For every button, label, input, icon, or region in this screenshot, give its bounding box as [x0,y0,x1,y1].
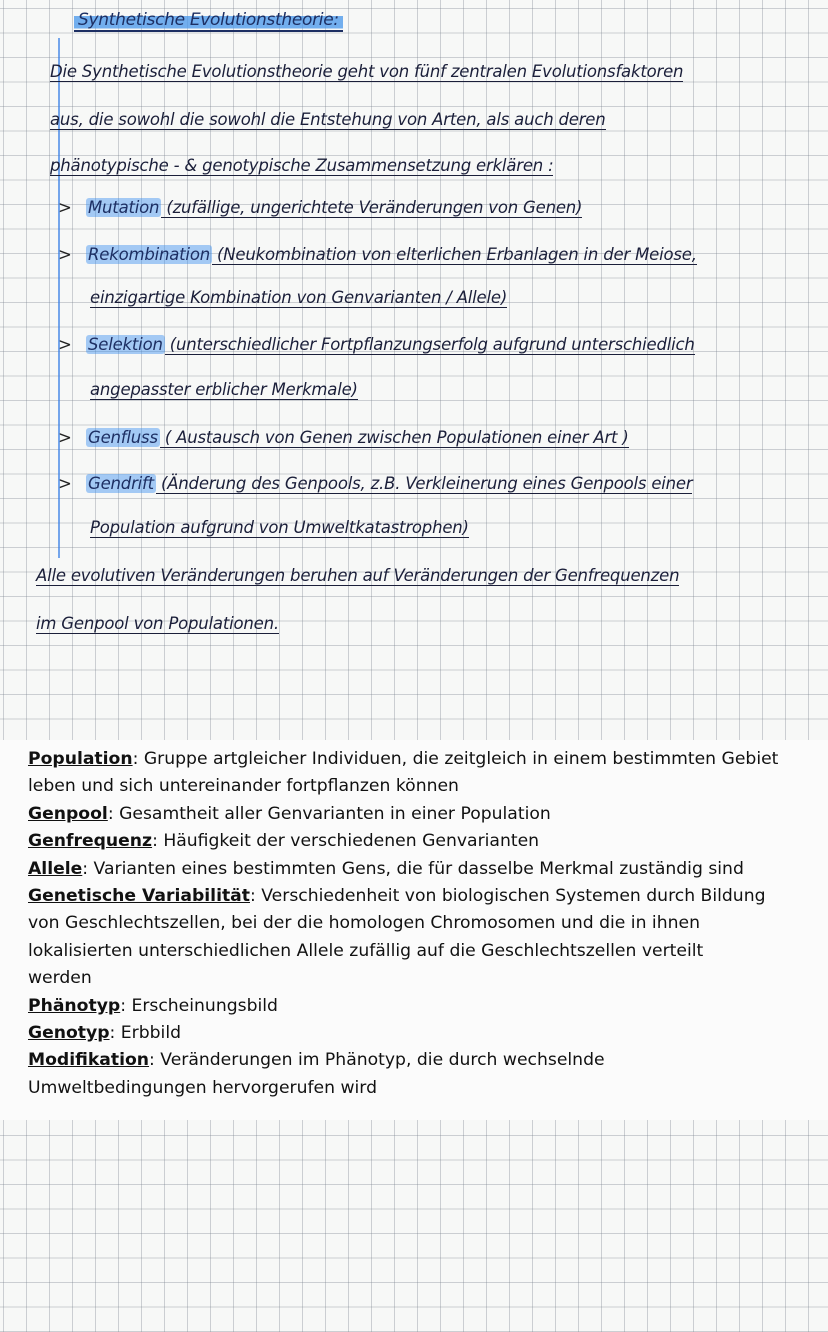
definition-modifikation: Modifikation: Veränderungen im Phänotyp, die durch wechselnde [28,1050,605,1071]
definition-continuation: von Geschlechtszellen, bei der die homologen Chromosomen und die in ihnen [28,913,700,934]
bullet-marker: > [58,245,72,264]
page-title: Synthetische Evolutionstheorie: [74,10,343,32]
intro-line: phänotypische - & genotypische Zusammensetzung erklären : [50,156,554,175]
definition-continuation: Umweltbedingungen hervorgerufen wird [28,1077,377,1098]
definition-genetische-variabilitaet: Genetische Variabilität: Verschiedenheit von biologischen Systemen durch Bildung [28,886,766,907]
bullet-marker: > [58,335,72,354]
definition-genotyp: Genotyp: Erbbild [28,1023,182,1044]
definitions-list [28,746,818,1102]
definition-allele: Allele: Varianten eines bestimmten Gens, die für dasselbe Merkmal zuständig sind [28,858,744,879]
factor-item-gendrift: > Gendrift (Änderung des Genpools, z.B. Verkleinerung eines Genpools einer [58,474,693,493]
factor-continuation: angepasster erblicher Merkmale) [90,380,358,399]
definition-continuation: werden [28,968,92,989]
bullet-marker: > [58,428,72,447]
factor-item-mutation: > Mutation (zufällige, ungerichtete Veränderungen von Genen) [58,198,583,217]
factor-continuation: einzigartige Kombination von Genvarianten / Allele) [90,288,508,307]
bullet-marker: > [58,198,72,217]
definition-continuation: leben und sich untereinander fortpflanzen können [28,776,459,797]
definition-phaenotyp: Phänotyp: Erscheinungsbild [28,995,278,1016]
definitions-printout [0,740,828,1120]
intro-line: Die Synthetische Evolutionstheorie geht von fünf zentralen Evolutionsfaktoren [50,62,684,81]
definition-continuation: lokalisierten unterschiedlichen Allele zufällig auf die Geschlechtszellen verteilt [28,940,704,961]
conclusion-line: Alle evolutiven Veränderungen beruhen auf Veränderungen der Genfrequenzen [36,566,680,585]
factor-item-rekombination: > Rekombination (Neukombination von elterlichen Erbanlagen in der Meiose, [58,245,697,264]
intro-line: aus, die sowohl die sowohl die Entstehung von Arten, als auch deren [50,110,606,129]
definition-genpool: Genpool: Gesamtheit aller Genvarianten in einer Population [28,803,551,824]
definition-population: Population: Gruppe artgleicher Individuen, die zeitgleich in einem bestimmten Gebiet [28,749,779,769]
factor-item-selektion: > Selektion (unterschiedlicher Fortpflanzungserfolg aufgrund unterschiedlich [58,335,695,354]
bullet-marker: > [58,474,72,493]
definition-genfrequenz: Genfrequenz: Häufigkeit der verschiedenen Genvarianten [28,831,540,852]
conclusion-line: im Genpool von Populationen. [36,614,279,633]
factor-continuation: Population aufgrund von Umweltkatastrophen) [90,518,469,537]
factor-item-genfluss: > Genfluss ( Austausch von Genen zwischen Populationen einer Art ) [58,428,629,447]
